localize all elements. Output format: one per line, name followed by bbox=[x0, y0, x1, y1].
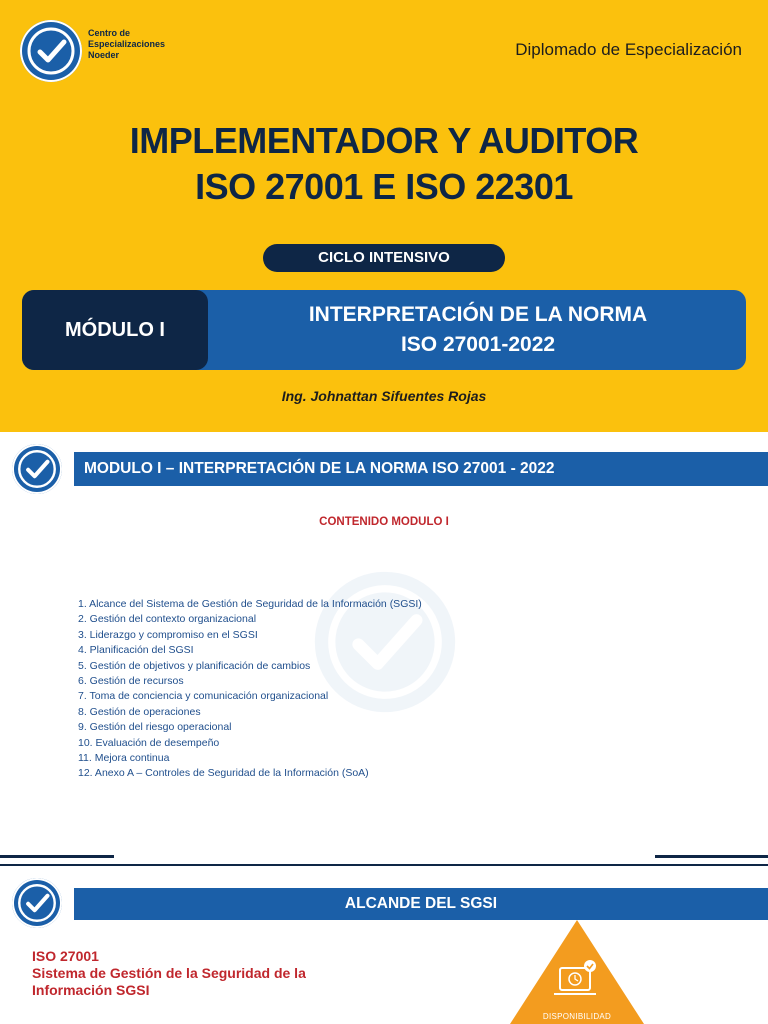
slide-header: MODULO I – INTERPRETACIÓN DE LA NORMA ISO 27001 - 2022 bbox=[74, 452, 768, 486]
title-slide bbox=[0, 0, 768, 432]
list-item: 2. Gestión del contexto organizacional bbox=[78, 613, 257, 626]
availability-triangle-icon bbox=[510, 920, 644, 1024]
availability-label: DISPONIBILIDAD bbox=[542, 1012, 612, 1021]
top-divider bbox=[0, 864, 768, 866]
list-item: 8. Gestión de operaciones bbox=[78, 705, 201, 718]
slide-header: ALCANDE DEL SGSI bbox=[74, 888, 768, 920]
scope-slide bbox=[0, 864, 768, 1024]
list-item: 1. Alcance del Sistema de Gestión de Seguridad de la Información (SGSI) bbox=[78, 598, 422, 610]
contents-list bbox=[78, 597, 422, 782]
footer-divider-right bbox=[655, 855, 768, 858]
list-item: 3. Liderazgo y compromiso en el SGSI bbox=[78, 628, 258, 641]
organization-name: Centro de Especializaciones Noeder bbox=[88, 28, 166, 60]
list-item: 12. Anexo A – Controles de Seguridad de la Información (SoA) bbox=[78, 767, 369, 780]
noeder-logo-icon bbox=[20, 20, 82, 82]
list-item: 5. Gestión de objetivos y planificación de cambios bbox=[78, 659, 311, 672]
list-item: 6. Gestión de recursos bbox=[78, 675, 184, 688]
contents-slide bbox=[0, 432, 768, 864]
list-item: 11. Mejora continua bbox=[78, 752, 170, 765]
list-item: 4. Planificación del SGSI bbox=[78, 644, 194, 657]
list-item: 9. Gestión del riesgo operacional bbox=[78, 721, 232, 734]
course-title: IMPLEMENTADOR Y AUDITOR ISO 27001 E ISO 22301 bbox=[129, 120, 639, 207]
noeder-logo-icon bbox=[12, 444, 62, 494]
footer-divider-left bbox=[0, 855, 114, 858]
cycle-badge: CICLO INTENSIVO bbox=[263, 244, 505, 272]
contents-heading: CONTENIDO MODULO I bbox=[319, 516, 449, 528]
module-label: MÓDULO I bbox=[22, 290, 208, 370]
module-subtitle: INTERPRETACIÓN DE LA NORMA ISO 27001-2022 bbox=[308, 303, 648, 356]
diploma-label: Diplomado de Especialización bbox=[515, 40, 742, 59]
noeder-logo-icon bbox=[12, 878, 62, 928]
author-name: Ing. Johnattan Sifuentes Rojas bbox=[281, 388, 487, 404]
iso-description: ISO 27001 Sistema de Gestión de la Seguridad de la Información SGSI bbox=[32, 948, 306, 998]
list-item: 10. Evaluación de desempeño bbox=[78, 736, 220, 749]
list-item: 7. Toma de conciencia y comunicación organizacional bbox=[78, 690, 329, 703]
